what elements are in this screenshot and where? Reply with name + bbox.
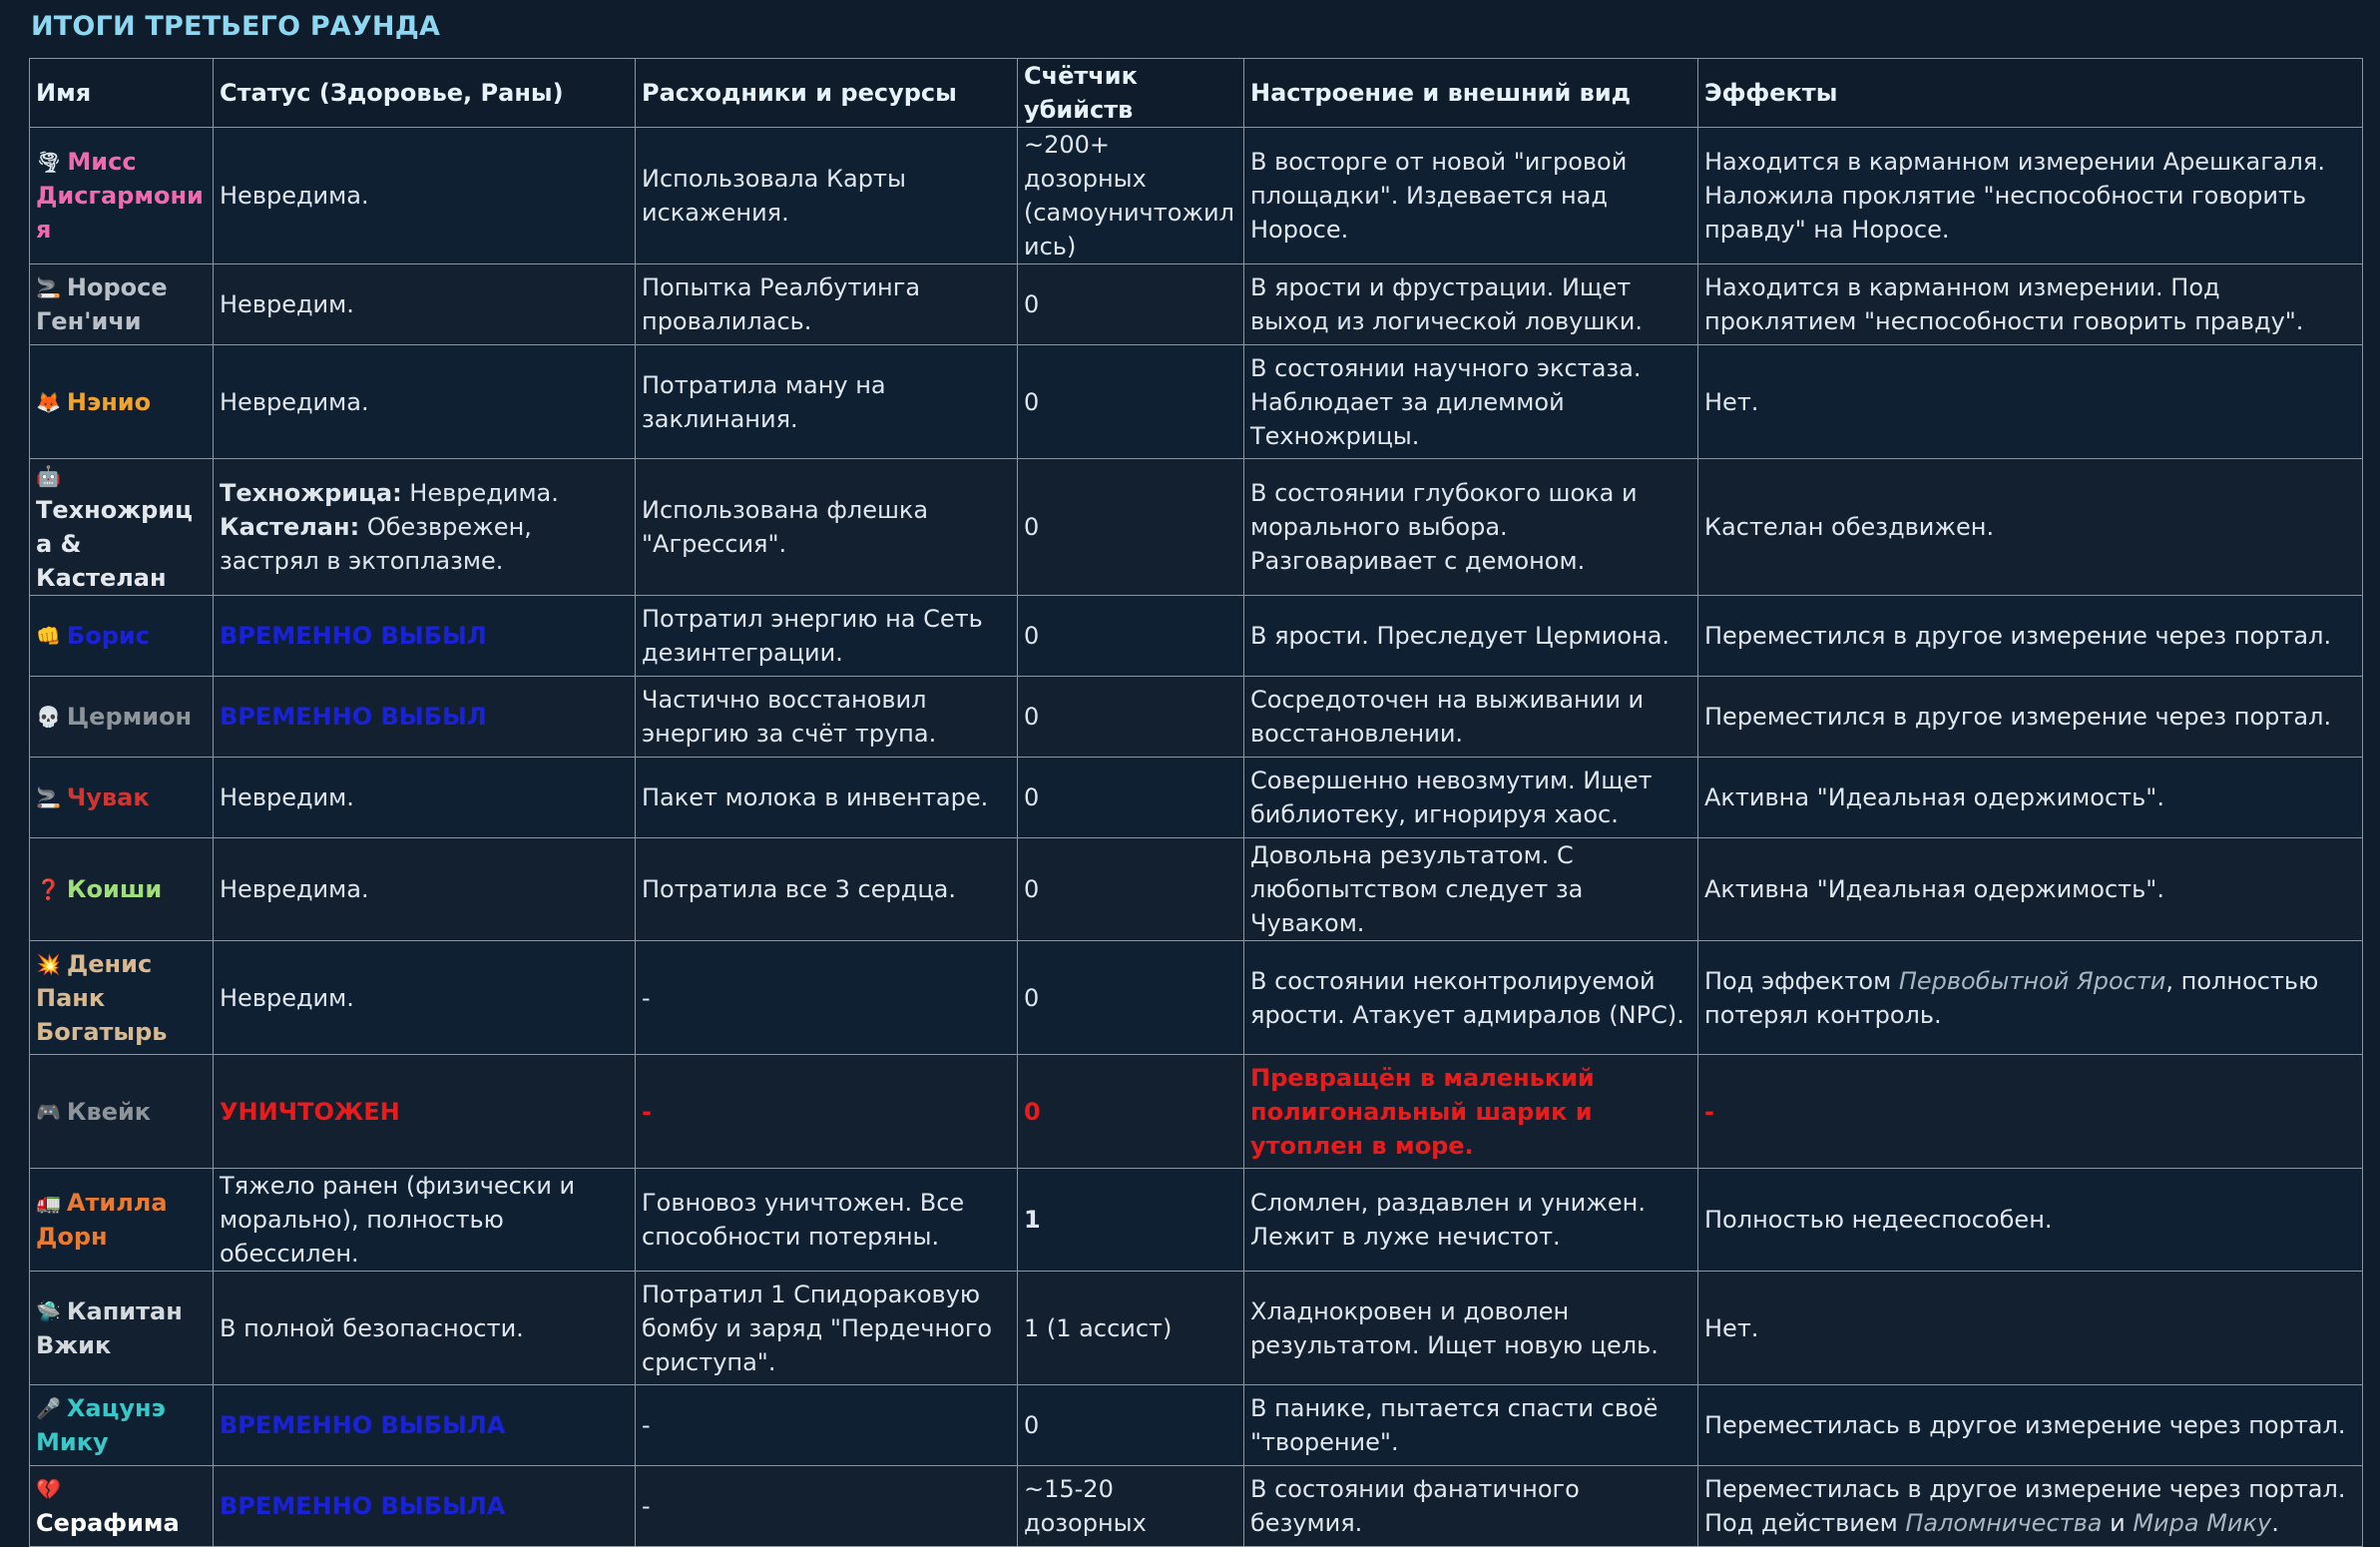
table-row (30, 264, 2363, 345)
cell-name (30, 459, 214, 596)
cell-resources: Потратила все 3 сердца. (636, 838, 1018, 941)
cell-kills: 0 (1018, 677, 1244, 758)
cigarette-icon: 🚬 (36, 785, 61, 809)
cell-mood: Совершенно невозмутим. Ищет библиотеку, игнорируя хаос. (1244, 758, 1698, 838)
cell-effects: Переместился в другое измерение через портал. (1698, 596, 2363, 677)
truck-icon: 🚛 (36, 1191, 61, 1215)
cell-status: В полной безопасности. (214, 1272, 636, 1385)
table-row (30, 596, 2363, 677)
cell-status: Невредим. (214, 941, 636, 1055)
results-table (29, 58, 2363, 1547)
fox-icon: 🦊 (36, 389, 61, 414)
cell-resources: Потратила ману на заклинания. (636, 345, 1018, 459)
cell-name (30, 1055, 214, 1169)
cell-name (30, 264, 214, 345)
column-header-resources: Расходники и ресурсы (636, 59, 1018, 128)
column-header-kills: Счётчик убийств (1018, 59, 1244, 128)
cell-status (214, 459, 636, 596)
cell-effects: Переместилась в другое измерение через портал. (1698, 1385, 2363, 1466)
status-text: Обезврежен, застрял в эктоплазме. (220, 513, 532, 575)
effect-name: Мира Мику (2133, 1509, 2272, 1537)
effect-text: . (2271, 1509, 2279, 1537)
cell-kills: 0 (1018, 459, 1244, 596)
fist-icon: 👊 (36, 624, 61, 648)
character-name: Атилла Дорн (36, 1189, 168, 1251)
effect-text: и (2102, 1509, 2134, 1537)
cell-mood: В восторге от новой "игровой площадки". Издевается над Норосе. (1244, 128, 1698, 264)
cell-mood: В ярости. Преследует Цермиона. (1244, 596, 1698, 677)
cell-effects: Полностью недееспособен. (1698, 1169, 2363, 1272)
skull-icon: 💀 (36, 705, 61, 729)
character-name: Коиши (66, 875, 163, 903)
cell-status: Невредима. (214, 345, 636, 459)
table-row (30, 1272, 2363, 1385)
cell-kills: 0 (1018, 758, 1244, 838)
cell-mood: Довольна результатом. С любопытством следует за Чуваком. (1244, 838, 1698, 941)
status-label: Техножрица: (220, 479, 402, 507)
cell-status: УНИЧТОЖЕН (214, 1055, 636, 1169)
cell-resources: - (636, 1055, 1018, 1169)
cell-effects: Находится в карманном измерении Арешкагаля. Наложила проклятие "неспособности говорить правду" на Норосе. (1698, 128, 2363, 264)
cell-name (30, 941, 214, 1055)
cell-name (30, 758, 214, 838)
cell-name (30, 677, 214, 758)
character-name: Нэнио (66, 387, 152, 416)
table-row (30, 1055, 2363, 1169)
cell-resources: - (636, 1466, 1018, 1547)
character-name: Чувак (66, 783, 150, 811)
microphone-icon: 🎤 (36, 1396, 61, 1420)
cell-kills: 0 (1018, 1385, 1244, 1466)
cell-effects (1698, 1466, 2363, 1547)
cell-resources: Попытка Реалбутинга провалилась. (636, 264, 1018, 345)
cigarette-icon: 🚬 (36, 275, 61, 299)
broken-heart-icon: 💔 (36, 1477, 61, 1501)
cell-kills: 1 (1 ассист) (1018, 1272, 1244, 1385)
table-row (30, 838, 2363, 941)
cell-resources: - (636, 941, 1018, 1055)
cell-effects: Активна "Идеальная одержимость". (1698, 758, 2363, 838)
cell-name (30, 345, 214, 459)
table-row (30, 677, 2363, 758)
cell-effects (1698, 941, 2363, 1055)
table-row (30, 1169, 2363, 1272)
cell-name (30, 1272, 214, 1385)
table-row (30, 1385, 2363, 1466)
cell-name (30, 838, 214, 941)
cell-status: ВРЕМЕННО ВЫБЫЛ (214, 677, 636, 758)
status-line (220, 476, 629, 510)
status-line (220, 510, 629, 578)
character-name: Квейк (66, 1097, 152, 1126)
cell-kills: 0 (1018, 941, 1244, 1055)
cell-name (30, 128, 214, 264)
column-header-mood: Настроение и внешний вид (1244, 59, 1698, 128)
question-icon: ❓ (36, 877, 61, 901)
table-row (30, 1466, 2363, 1547)
cell-mood: Хладнокровен и доволен результатом. Ищет новую цель. (1244, 1272, 1698, 1385)
effect-text: , полностью потерял контроль. (1704, 966, 2319, 1029)
cell-kills: 0 (1018, 838, 1244, 941)
ufo-icon: 🛸 (36, 1298, 61, 1323)
cell-kills: ~200+ дозорных (самоуничтожились) (1018, 128, 1244, 264)
cell-status: ВРЕМЕННО ВЫБЫЛА (214, 1466, 636, 1547)
gamepad-icon: 🎮 (36, 1099, 61, 1124)
cell-resources: Говновоз уничтожен. Все способности потеряны. (636, 1169, 1018, 1272)
table-row (30, 345, 2363, 459)
character-name: Хацунэ Мику (36, 1394, 166, 1456)
table-body (30, 128, 2363, 1547)
cell-effects: Переместился в другое измерение через портал. (1698, 677, 2363, 758)
cell-resources: Пакет молока в инвентаре. (636, 758, 1018, 838)
cell-mood: В состоянии неконтролируемой ярости. Атакует адмиралов (NPC). (1244, 941, 1698, 1055)
cell-kills: ~15-20 дозорных (1018, 1466, 1244, 1547)
effect-text: Переместилась в другое измерение через портал. Под действием (1704, 1475, 2346, 1537)
cell-status: ВРЕМЕННО ВЫБЫЛ (214, 596, 636, 677)
cell-kills: 0 (1018, 1055, 1244, 1169)
cell-mood: Превращён в маленький полигональный шарик и утоплен в море. (1244, 1055, 1698, 1169)
cell-kills: 0 (1018, 345, 1244, 459)
cell-status: Невредима. (214, 838, 636, 941)
cell-resources: Использовала Карты искажения. (636, 128, 1018, 264)
character-name: Цермион (66, 703, 193, 731)
table-row (30, 459, 2363, 596)
character-name: Техножрица & Кастелан (36, 496, 193, 592)
cell-mood: Сломлен, раздавлен и унижен. Лежит в луже нечистот. (1244, 1169, 1698, 1272)
character-name: Денис Панк Богатырь (36, 949, 168, 1046)
cell-kills: 0 (1018, 264, 1244, 345)
cell-effects: Кастелан обездвижен. (1698, 459, 2363, 596)
cell-status: Невредим. (214, 758, 636, 838)
cell-effects: Нет. (1698, 345, 2363, 459)
column-header-name: Имя (30, 59, 214, 128)
cell-kills: 0 (1018, 596, 1244, 677)
cell-mood: В панике, пытается спасти своё "творение". (1244, 1385, 1698, 1466)
cell-name (30, 1169, 214, 1272)
cell-effects: Нет. (1698, 1272, 2363, 1385)
tornado-icon: 🌪 (36, 150, 62, 174)
table-row (30, 758, 2363, 838)
character-name: Капитан Вжик (36, 1296, 183, 1359)
status-text: Невредима. (401, 479, 559, 507)
cell-resources: Потратил 1 Спидораковую бомбу и заряд "Пердечного сриступа". (636, 1272, 1018, 1385)
character-name: Борис (66, 622, 150, 650)
header-row (30, 59, 2363, 128)
cell-mood: В состоянии глубокого шока и морального выбора. Разговаривает с демоном. (1244, 459, 1698, 596)
cell-resources: Потратил энергию на Сеть дезинтеграции. (636, 596, 1018, 677)
cell-resources: Частично восстановил энергию за счёт трупа. (636, 677, 1018, 758)
column-header-status: Статус (Здоровье, Раны) (214, 59, 636, 128)
cell-resources: - (636, 1385, 1018, 1466)
cell-effects: Находится в карманном измерении. Под проклятием "неспособности говорить правду". (1698, 264, 2363, 345)
cell-mood: В состоянии научного экстаза. Наблюдает за дилеммой Техножрицы. (1244, 345, 1698, 459)
cell-name (30, 1466, 214, 1547)
page-title: ИТОГИ ТРЕТЬЕГО РАУНДА (31, 11, 441, 42)
cell-mood: В ярости и фрустрации. Ищет выход из логической ловушки. (1244, 264, 1698, 345)
cell-kills: 1 (1018, 1169, 1244, 1272)
cell-name (30, 596, 214, 677)
cell-mood: В состоянии фанатичного безумия. (1244, 1466, 1698, 1547)
robot-icon: 🤖 (36, 464, 61, 488)
explosion-icon: 💥 (36, 951, 61, 976)
character-name: Норосе Ген'ичи (36, 273, 168, 335)
status-label: Кастелан: (220, 513, 360, 541)
table-row (30, 941, 2363, 1055)
cell-resources: Использована флешка "Агрессия". (636, 459, 1018, 596)
effect-name: Паломничества (1905, 1509, 2103, 1537)
cell-status: ВРЕМЕННО ВЫБЫЛА (214, 1385, 636, 1466)
cell-effects: Активна "Идеальная одержимость". (1698, 838, 2363, 941)
cell-effects: - (1698, 1055, 2363, 1169)
character-name: Серафима (36, 1509, 180, 1537)
cell-status: Невредим. (214, 264, 636, 345)
character-name: Мисс Дисгармония (36, 148, 204, 244)
cell-mood: Сосредоточен на выживании и восстановлении. (1244, 677, 1698, 758)
effect-name: Первобытной Ярости (1898, 966, 2166, 995)
cell-status: Тяжело ранен (физически и морально), полностью обессилен. (214, 1169, 636, 1272)
effect-text: Под эффектом (1704, 966, 1899, 995)
column-header-effects: Эффекты (1698, 59, 2363, 128)
cell-name (30, 1385, 214, 1466)
cell-status: Невредима. (214, 128, 636, 264)
table-row (30, 128, 2363, 264)
